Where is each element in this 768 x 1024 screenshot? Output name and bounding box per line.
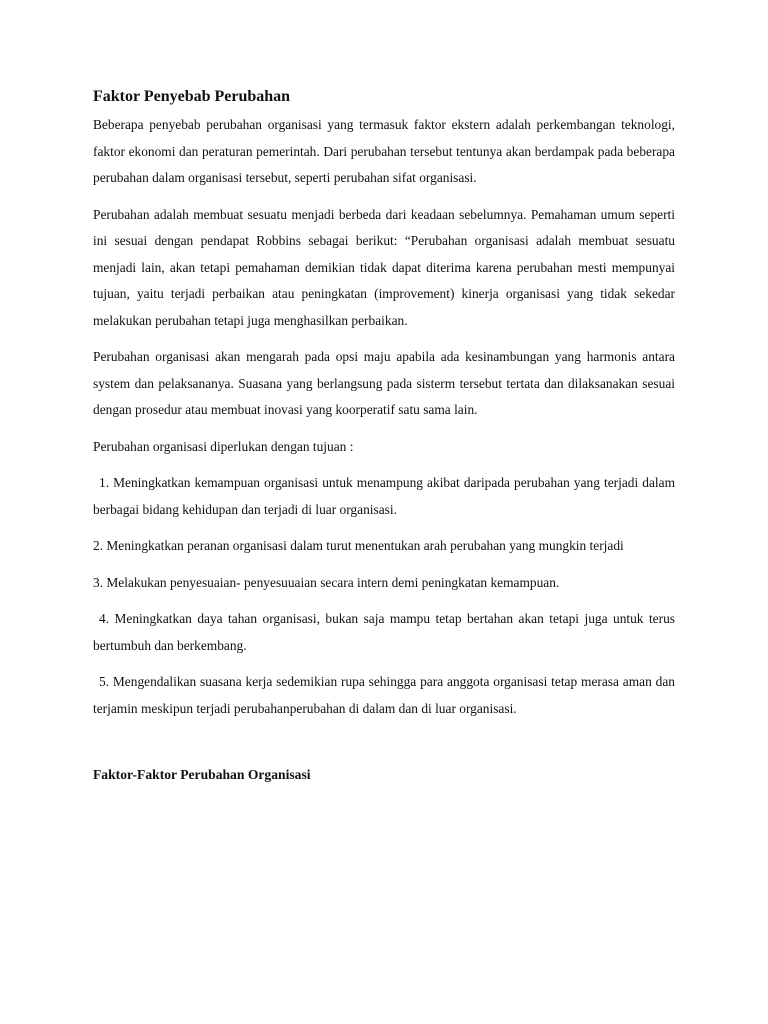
list-item: 1. Meningkatkan kemampuan organisasi untuk menampung akibat daripada perubahan yang terjadi dalam berbagai bidang kehidupan dan terjadi di luar organisasi.: [93, 475, 675, 517]
list-item: 4. Meningkatkan daya tahan organisasi, bukan saja mampu tetap bertahan akan tetapi juga untuk terus bertumbuh dan berkembang.: [93, 611, 675, 653]
section-subtitle: Faktor-Faktor Perubahan Organisasi: [93, 767, 311, 782]
paragraph-intro: Beberapa penyebab perubahan organisasi yang termasuk faktor ekstern adalah perkembangan teknologi, faktor ekonomi dan peraturan pemerintah. Dari perubahan tersebut tentunya akan berdampak pada beberapa perubahan dalam organisasi tersebut, seperti perubahan sifat organisasi.: [93, 117, 675, 185]
section-spacer: [93, 732, 675, 764]
paragraph-purpose-lead: Perubahan organisasi diperlukan dengan tujuan :: [93, 438, 354, 454]
list-item: 2. Meningkatkan peranan organisasi dalam turut menentukan arah perubahan yang mungkin terjadi: [93, 538, 624, 553]
page-title: Faktor Penyebab Perubahan: [93, 88, 291, 105]
paragraph-definition: Perubahan adalah membuat sesuatu menjadi berbeda dari keadaan sebelumnya. Pemahaman umum seperti ini sesuai dengan pendapat Robbins sebagai berikut: “Perubahan organisasi adalah membuat sesuatu menjadi lain, akan tetapi pemahaman demikian tidak dapat diterima karena perubahan mesti mempunyai tujuan, yaitu terjadi perbaikan atau peningkatan (improvement) kinerja organisasi yang tidak sekedar melakukan perubahan tetapi juga menghasilkan perbaikan.: [93, 206, 675, 328]
paragraph-direction: Perubahan organisasi akan mengarah pada opsi maju apabila ada kesinambungan yang harmonis antara system dan pelaksananya. Suasana yang berlangsung pada sisterm tersebut tertata dan dilaksanakan sesuai dengan prosedur atau membuat inovasi yang koorperatif satu sama lain.: [93, 349, 675, 417]
list-item: 3. Melakukan penyesuaian- penyesuuaian secara intern demi peningkatan kemampuan.: [93, 574, 560, 590]
list-item: 5. Mengendalikan suasana kerja sedemikian rupa sehingga para anggota organisasi tetap merasa aman dan terjamin meskipun terjadi perubahanperubahan di dalam dan di luar organisasi.: [93, 674, 675, 716]
document-page: [93, 86, 675, 786]
